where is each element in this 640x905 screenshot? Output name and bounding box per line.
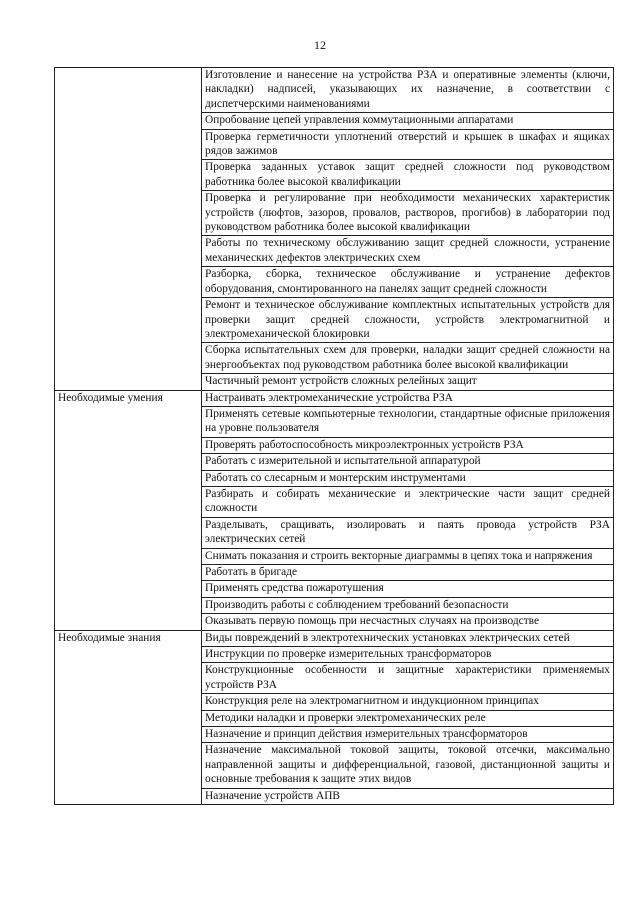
table-row	[55, 68, 614, 113]
category-label: Необходимые знания	[55, 630, 202, 804]
table-row	[55, 630, 614, 646]
requirement-item: Проверка и регулирование при необходимости механических характеристик устройств (люфтов, зазоров, провалов, растворов, прогибов) в лаборатории под руководством работника более высокой квалификации	[202, 191, 614, 236]
requirement-item: Опробование цепей управления коммутационными аппаратами	[202, 113, 614, 129]
requirement-item: Работать с измерительной и испытательной аппаратурой	[202, 454, 614, 470]
requirement-item: Ремонт и техническое обслуживание комплектных испытательных устройств для проверки защит средней сложности, устройств электромагнитной и электромеханической блокировки	[202, 298, 614, 343]
requirement-item: Назначение и принцип действия измерительных трансформаторов	[202, 727, 614, 743]
page-number: 12	[314, 38, 326, 52]
requirement-item: Проверять работоспособность микроэлектронных устройств РЗА	[202, 437, 614, 453]
requirement-item: Конструкция реле на электромагнитном и индукционном принципах	[202, 694, 614, 710]
category-label: Необходимые умения	[55, 390, 202, 630]
requirement-item: Снимать показания и строить векторные диаграммы в цепях тока и напряжения	[202, 548, 614, 564]
requirement-item: Оказывать первую помощь при несчастных случаях на производстве	[202, 614, 614, 630]
requirement-item: Назначение максимальной токовой защиты, токовой отсечки, максимально направленной защиты и дифференциальной, газовой, дистанционной защиты и основные требования к защите этих видов	[202, 743, 614, 788]
requirement-item: Частичный ремонт устройств сложных релейных защит	[202, 374, 614, 390]
requirement-item: Работать в бригаде	[202, 565, 614, 581]
category-label	[55, 68, 202, 391]
requirement-item: Назначение устройств АПВ	[202, 788, 614, 804]
requirement-item: Применять средства пожаротушения	[202, 581, 614, 597]
table-row	[55, 390, 614, 406]
requirement-item: Работы по техническому обслуживанию защит средней сложности, устранение механических дефектов электрических схем	[202, 236, 614, 267]
requirement-item: Применять сетевые компьютерные технологии, стандартные офисные приложения на уровне пользователя	[202, 406, 614, 437]
requirement-item: Работать со слесарным и монтерским инструментами	[202, 470, 614, 486]
requirement-item: Виды повреждений в электротехнических установках электрических сетей	[202, 630, 614, 646]
requirement-item: Настраивать электромеханические устройства РЗА	[202, 390, 614, 406]
requirement-item: Методики наладки и проверки электромеханических реле	[202, 710, 614, 726]
requirement-item: Проверка заданных уставок защит средней сложности под руководством работника более высокой квалификации	[202, 160, 614, 191]
requirement-item: Производить работы с соблюдением требований безопасности	[202, 597, 614, 613]
requirement-item: Разделывать, сращивать, изолировать и паять провода устройств РЗА электрических сетей	[202, 517, 614, 548]
requirement-item: Изготовление и нанесение на устройства РЗА и оперативные элементы (ключи, накладки) надписей, указывающих их назначение, в соответствии с диспетчерскими наименованиями	[202, 68, 614, 113]
requirement-item: Конструкционные особенности и защитные характеристики применяемых устройств РЗА	[202, 663, 614, 694]
requirement-item: Разбирать и собирать механические и электрические части защит средней сложности	[202, 486, 614, 517]
requirement-item: Инструкции по проверке измерительных трансформаторов	[202, 647, 614, 663]
requirements-table	[54, 67, 614, 805]
requirement-item: Проверка герметичности уплотнений отверстий и крышек в шкафах и ящиках рядов зажимов	[202, 129, 614, 160]
requirement-item: Сборка испытательных схем для проверки, наладки защит средней сложности на энергообъектах под руководством работника более высокой квалификации	[202, 343, 614, 374]
requirement-item: Разборка, сборка, техническое обслуживание и устранение дефектов оборудования, смонтированного на панелях защит средней сложности	[202, 267, 614, 298]
